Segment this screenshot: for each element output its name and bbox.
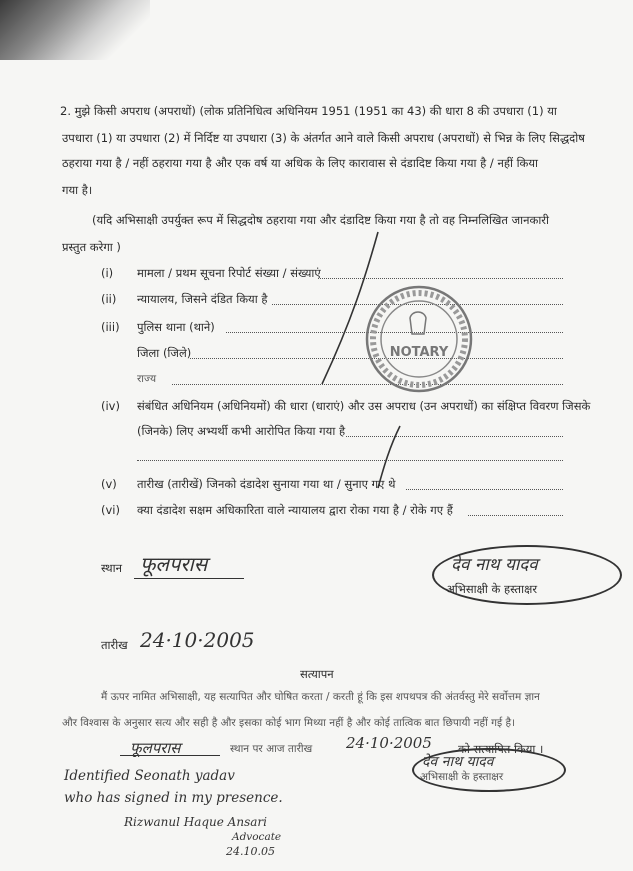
stamp-notary-text: NOTARY (389, 345, 449, 360)
verification-place-underline (120, 755, 220, 756)
item-ii-number: (ii) (101, 292, 117, 306)
signature-2-caption: अभिसाक्षी के हस्ताक्षर (420, 771, 504, 783)
deponent-signature-1: देव नाथ यादव (451, 555, 538, 575)
place-label: स्थान (101, 561, 122, 575)
verification-mid-text: स्थान पर आज तारीख (230, 743, 313, 755)
advocate-date: 24.10.05 (226, 845, 275, 858)
para-line-4: गया है। (62, 183, 93, 197)
advocate-title: Advocate (232, 831, 282, 843)
verification-end-text: को सत्यापित किया । (458, 742, 544, 756)
item-iii-label: पुलिस थाना (थाने) (137, 320, 215, 334)
item-ii-label: न्यायालय, जिसने दंडित किया है (137, 292, 268, 306)
item-iii-district: जिला (जिले) (137, 346, 192, 360)
para-line-3: ठहराया गया है / नहीं ठहराया गया है और एक वर्ष या अधिक के लिए कारावास से दंडादिष्ट किया गया है / नहीं किया (62, 156, 539, 170)
para-line-2: उपधारा (1) या उपधारा (2) में निर्दिष्ट या उपधारा (3) के अंतर्गत आने वाले किसी अपराध (अपराधों) से भिन्न के लिए सिद्धदोष (62, 131, 585, 145)
condition-line-1: (यदि अभिसाक्षी उपर्युक्त रूप में सिद्धदोष ठहराया गया और दंडादिष्ट किया गया है तो वह निम्नलिखित जानकारी (92, 213, 549, 227)
identification-note-line-1: Identified Seonath yadav (64, 768, 235, 784)
deponent-signature-2: देव नाथ यादव (422, 754, 494, 770)
condition-line-2: प्रस्तुत करेगा ) (62, 240, 121, 254)
item-iii-state: राज्य (137, 373, 157, 385)
item-vi-label: क्या दंडादेश सक्षम अधिकारिता वाले न्यायालय द्वारा रोका गया है / रोके गए हैं (137, 503, 453, 517)
advocate-name: Rizwanul Haque Ansari (124, 815, 267, 829)
date-label: तारीख (101, 638, 128, 652)
item-i-label: मामला / प्रथम सूचना रिपोर्ट संख्या / संख्याएं (137, 266, 321, 280)
date-handwritten: 24·10·2005 (140, 628, 255, 652)
item-v-label: तारीख (तारीखें) जिनको दंडादेश सुनाया गया था / सुनाए गए थे (137, 477, 396, 491)
item-iv-label-1: संबंधित अधिनियम (अधिनियमों) की धारा (धाराएं) और उस अपराध (उन अपराधों) का संक्षिप्त विवरण जिसके (137, 399, 591, 413)
notary-stamp (364, 284, 474, 394)
item-iv-label-2: (जिनके) लिए अभ्यर्थी कभी आरोपित किया गया है (137, 424, 346, 438)
item-vi-number: (vi) (101, 503, 120, 517)
verification-line-1: मैं ऊपर नामित अभिसाक्षी, यह सत्यापित और घोषित करता / करती हूं कि इस शपथपत्र की अंतर्वस्तु मेरे सर्वोत्तम ज्ञान (101, 691, 540, 703)
item-i-number: (i) (101, 266, 114, 280)
identification-note-line-2: who has signed in my presence. (64, 790, 283, 806)
item-v-number: (v) (101, 477, 117, 491)
verification-place-handwritten: फूलपरास (130, 739, 181, 757)
verification-line-2: और विश्वास के अनुसार सत्य और सही है और इसका कोई भाग मिथ्या नहीं है और कोई तात्विक बात छिपायी नहीं गई है। (62, 717, 516, 729)
item-iii-number: (iii) (101, 320, 120, 334)
place-handwritten: फूलपरास (140, 552, 208, 576)
item-iv-number: (iv) (101, 399, 120, 413)
verification-date-handwritten: 24·10·2005 (346, 734, 432, 752)
signature-1-caption: अभिसाक्षी के हस्ताक्षर (446, 582, 538, 596)
para-line-1: 2. मुझे किसी अपराध (अपराधों) (लोक प्रतिनिधित्व अधिनियम 1951 (1951 का 43) की धारा 8 की उपधारा (1) या (60, 104, 557, 118)
place-underline (134, 578, 244, 579)
verification-heading: सत्यापन (300, 667, 334, 681)
